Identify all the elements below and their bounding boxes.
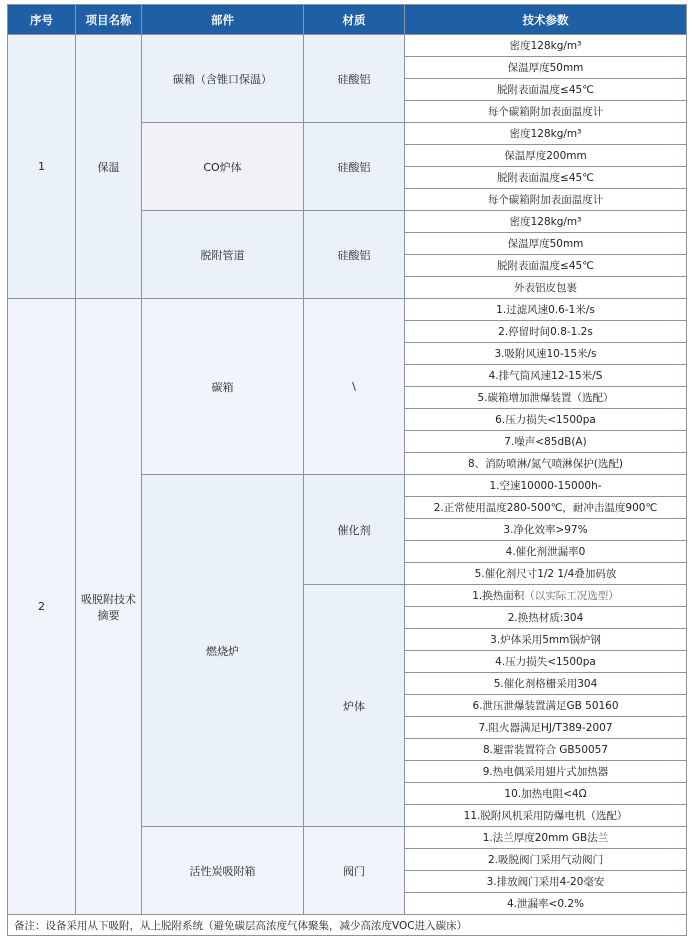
param-cell: 5.催化剂格栅采用304 — [405, 673, 687, 695]
part-material: 阀门 — [304, 827, 405, 915]
param-cell: 11.脱附风机采用防爆电机（选配） — [405, 805, 687, 827]
part-name: 碳箱 — [142, 299, 304, 475]
part-name: 碳箱（含锥口保温） — [142, 35, 304, 123]
param-cell: 脱附表面温度≤45℃ — [405, 79, 687, 101]
param-cell: 2.换热材质:304 — [405, 607, 687, 629]
header-params: 技术参数 — [405, 5, 687, 35]
param-cell: 每个碳箱附加表面温度计 — [405, 189, 687, 211]
group1-project: 保温 — [76, 35, 142, 299]
param-note: （以实际工况选型） — [524, 590, 619, 602]
param-main: 1.换热面积 — [472, 590, 525, 602]
param-cell: 保温厚度200mm — [405, 145, 687, 167]
part-material: 硅酸铝 — [304, 211, 405, 299]
spec-table-container — [7, 4, 686, 936]
param-cell: 4.泄漏率<0.2% — [405, 893, 687, 915]
param-cell: 3.净化效率>97% — [405, 519, 687, 541]
part-material: 硅酸铝 — [304, 123, 405, 211]
param-cell: 2.正常使用温度280-500℃，耐冲击温度900℃ — [405, 497, 687, 519]
note-row — [8, 915, 687, 936]
param-cell: 8.避雷装置符合 GB50057 — [405, 739, 687, 761]
param-cell: 6.泄压泄爆装置满足GB 50160 — [405, 695, 687, 717]
part-material: 硅酸铝 — [304, 35, 405, 123]
header-material: 材质 — [304, 5, 405, 35]
part-name: 活性炭吸附箱 — [142, 827, 304, 915]
part-material: \ — [304, 299, 405, 475]
table-row — [8, 299, 687, 321]
param-cell: 密度128kg/m³ — [405, 211, 687, 233]
param-cell: 3.炉体采用5mm锅炉钢 — [405, 629, 687, 651]
header-seq: 序号 — [8, 5, 76, 35]
group1-seq: 1 — [8, 35, 76, 299]
table-row — [8, 35, 687, 57]
param-cell: 外表铝皮包裹 — [405, 277, 687, 299]
param-cell: 每个碳箱附加表面温度计 — [405, 101, 687, 123]
header-project: 项目名称 — [76, 5, 142, 35]
header-part: 部件 — [142, 5, 304, 35]
param-cell: 保温厚度50mm — [405, 233, 687, 255]
spec-table — [7, 4, 687, 936]
group2-project-line1: 吸脱附技术 — [81, 592, 136, 606]
param-cell: 4.排气筒风速12-15米/S — [405, 365, 687, 387]
group2-seq: 2 — [8, 299, 76, 915]
part-name: 燃烧炉 — [142, 475, 304, 827]
part-name: CO炉体 — [142, 123, 304, 211]
part-material: 催化剂 — [304, 475, 405, 585]
param-cell: 6.压力损失<1500pa — [405, 409, 687, 431]
part-material: 炉体 — [304, 585, 405, 827]
param-cell: 2.吸脱阀门采用气动阀门 — [405, 849, 687, 871]
param-cell: 7.阻火器满足HJ/T389-2007 — [405, 717, 687, 739]
param-cell: 脱附表面温度≤45℃ — [405, 255, 687, 277]
param-cell: 保温厚度50mm — [405, 57, 687, 79]
param-cell: 5.碳箱增加泄爆装置（选配） — [405, 387, 687, 409]
param-cell: 4.催化剂泄漏率0 — [405, 541, 687, 563]
param-cell: 脱附表面温度≤45℃ — [405, 167, 687, 189]
note-text: 备注：设备采用从下吸附，从上脱附系统（避免碳层高浓度气体聚集，减少高浓度VOC进入碳床） — [8, 915, 687, 936]
part-name: 脱附管道 — [142, 211, 304, 299]
param-cell: 3.排放阀门采用4-20毫安 — [405, 871, 687, 893]
param-cell: 密度128kg/m³ — [405, 35, 687, 57]
param-cell — [405, 585, 687, 607]
param-cell: 2.停留时间0.8-1.2s — [405, 321, 687, 343]
param-cell: 7.噪声<85dB(A) — [405, 431, 687, 453]
header-row — [8, 5, 687, 35]
group2-project-line2: 摘要 — [97, 608, 120, 622]
group2-project — [76, 299, 142, 915]
param-cell: 5.催化剂尺寸1/2 1/4叠加码放 — [405, 563, 687, 585]
param-cell: 9.热电偶采用翅片式加热器 — [405, 761, 687, 783]
param-cell: 8、消防喷淋/氮气喷淋保护(选配) — [405, 453, 687, 475]
param-cell: 1.过滤风速0.6-1米/s — [405, 299, 687, 321]
param-cell: 1.空速10000-15000h- — [405, 475, 687, 497]
param-cell: 3.吸附风速10-15米/s — [405, 343, 687, 365]
param-cell: 密度128kg/m³ — [405, 123, 687, 145]
param-cell: 4.压力损失<1500pa — [405, 651, 687, 673]
param-cell: 10.加热电阻<4Ω — [405, 783, 687, 805]
param-cell: 1.法兰厚度20mm GB法兰 — [405, 827, 687, 849]
